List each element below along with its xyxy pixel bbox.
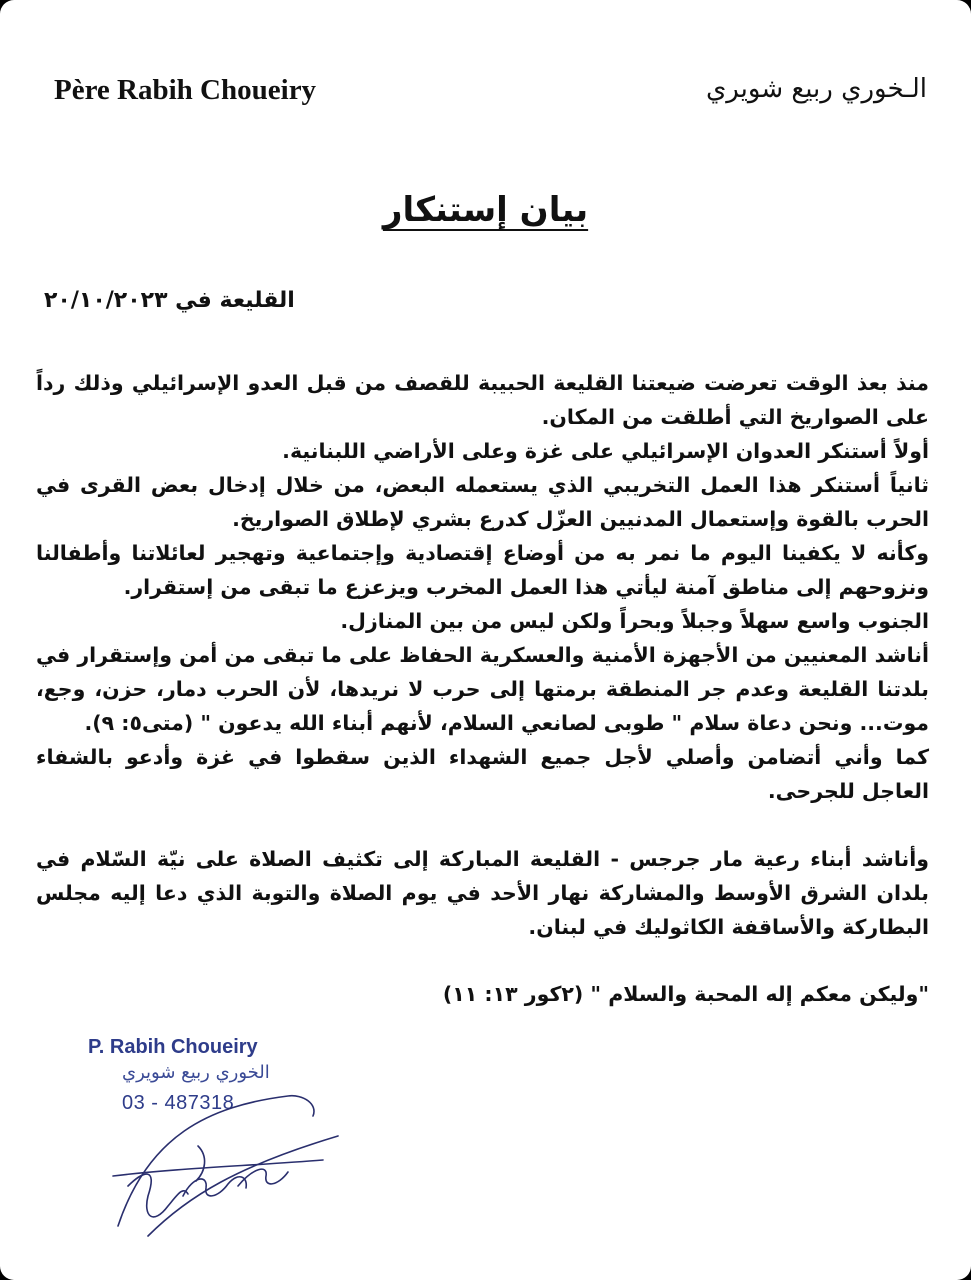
handwritten-signature	[88, 1076, 348, 1256]
paragraph-8: وأناشد أبناء رعية مار جرجس - القليعة المباركة إلى تكثيف الصلاة على نيّة السّلام في بلدان الشرق الأوسط والمشاركة نهار الأحد في يوم الصلاة والتوبة الذي دعا إليه مجلس البطاركة والأساقفة الكاثوليك في لبنان.	[36, 847, 929, 939]
paragraph-4: وكأنه لا يكفينا اليوم ما نمر به من أوضاع إقتصادية وإجتماعية وتهجير لعائلاتنا وأطفالنا ونزوحهم إلى مناطق آمنة ليأتي هذا العمل المخرب ويزعزع ما تبقى من إستقرار.	[36, 541, 929, 599]
paragraph-3: ثانياً أستنكر هذا العمل التخريبي الذي يستعمله البعض، من خلال إدخال بعض القرى في الحرب بالقوة وإستعمال المدنيين العزّل كدرع بشري لإطلاق الصواريخ.	[36, 473, 929, 531]
closing-blessing: "وليكن معكم إله المحبة والسلام " (٢كور ١٣: ١١)	[442, 982, 929, 1006]
document-title-text: بيان إستنكار	[382, 190, 589, 230]
dateline: القليعة في ٢٠/١٠/٢٠٢٣	[44, 288, 295, 313]
header-name-arabic: الـخوري ربيع شويري	[705, 74, 927, 104]
stamp-name-latin: P. Rabih Choueiry	[88, 1036, 258, 1058]
stamp-phone: 03 - 487318	[122, 1092, 235, 1114]
document-title	[0, 190, 971, 230]
paragraph-5: الجنوب واسع سهلاً وجبلاً وبحراً ولكن ليس من بين المنازل.	[340, 609, 929, 633]
paragraph-6: أناشد المعنيين من الأجهزة الأمنية والعسكرية الحفاظ على ما تبقى من أمن وإستقرار في بلدتنا القليعة وعدم جر المنطقة برمتها إلى حرب لا نريدها، لأن الحرب دمار، حزن، وجع، موت... ونحن دعاة سلام " طوبى لصانعي السلام، لأنهم أبناء الله يدعون " (متى٥: ٩).	[36, 643, 929, 735]
stamp-name-arabic: الخوري ربيع شويري	[122, 1062, 270, 1083]
paragraph-gap	[36, 808, 929, 842]
paragraph-2: أولاً أستنكر العدوان الإسرائيلي على غزة وعلى الأراضي اللبنانية.	[282, 439, 929, 463]
letter-body	[36, 366, 929, 944]
header-name-latin: Père Rabih Choueiry	[54, 74, 317, 106]
signature-stamp	[88, 1036, 348, 1256]
paragraph-7: كما وأني أتضامن وأصلي لأجل جميع الشهداء الذين سقطوا في غزة وأدعو بالشفاء العاجل للجرحى.	[36, 745, 929, 803]
paragraph-1: منذ بعذ الوقت تعرضت ضيعتنا القليعة الحبيبة للقصف من قبل العدو الإسرائيلي وذلك رداً على الصواريخ التي أطلقت من المكان.	[36, 371, 929, 429]
